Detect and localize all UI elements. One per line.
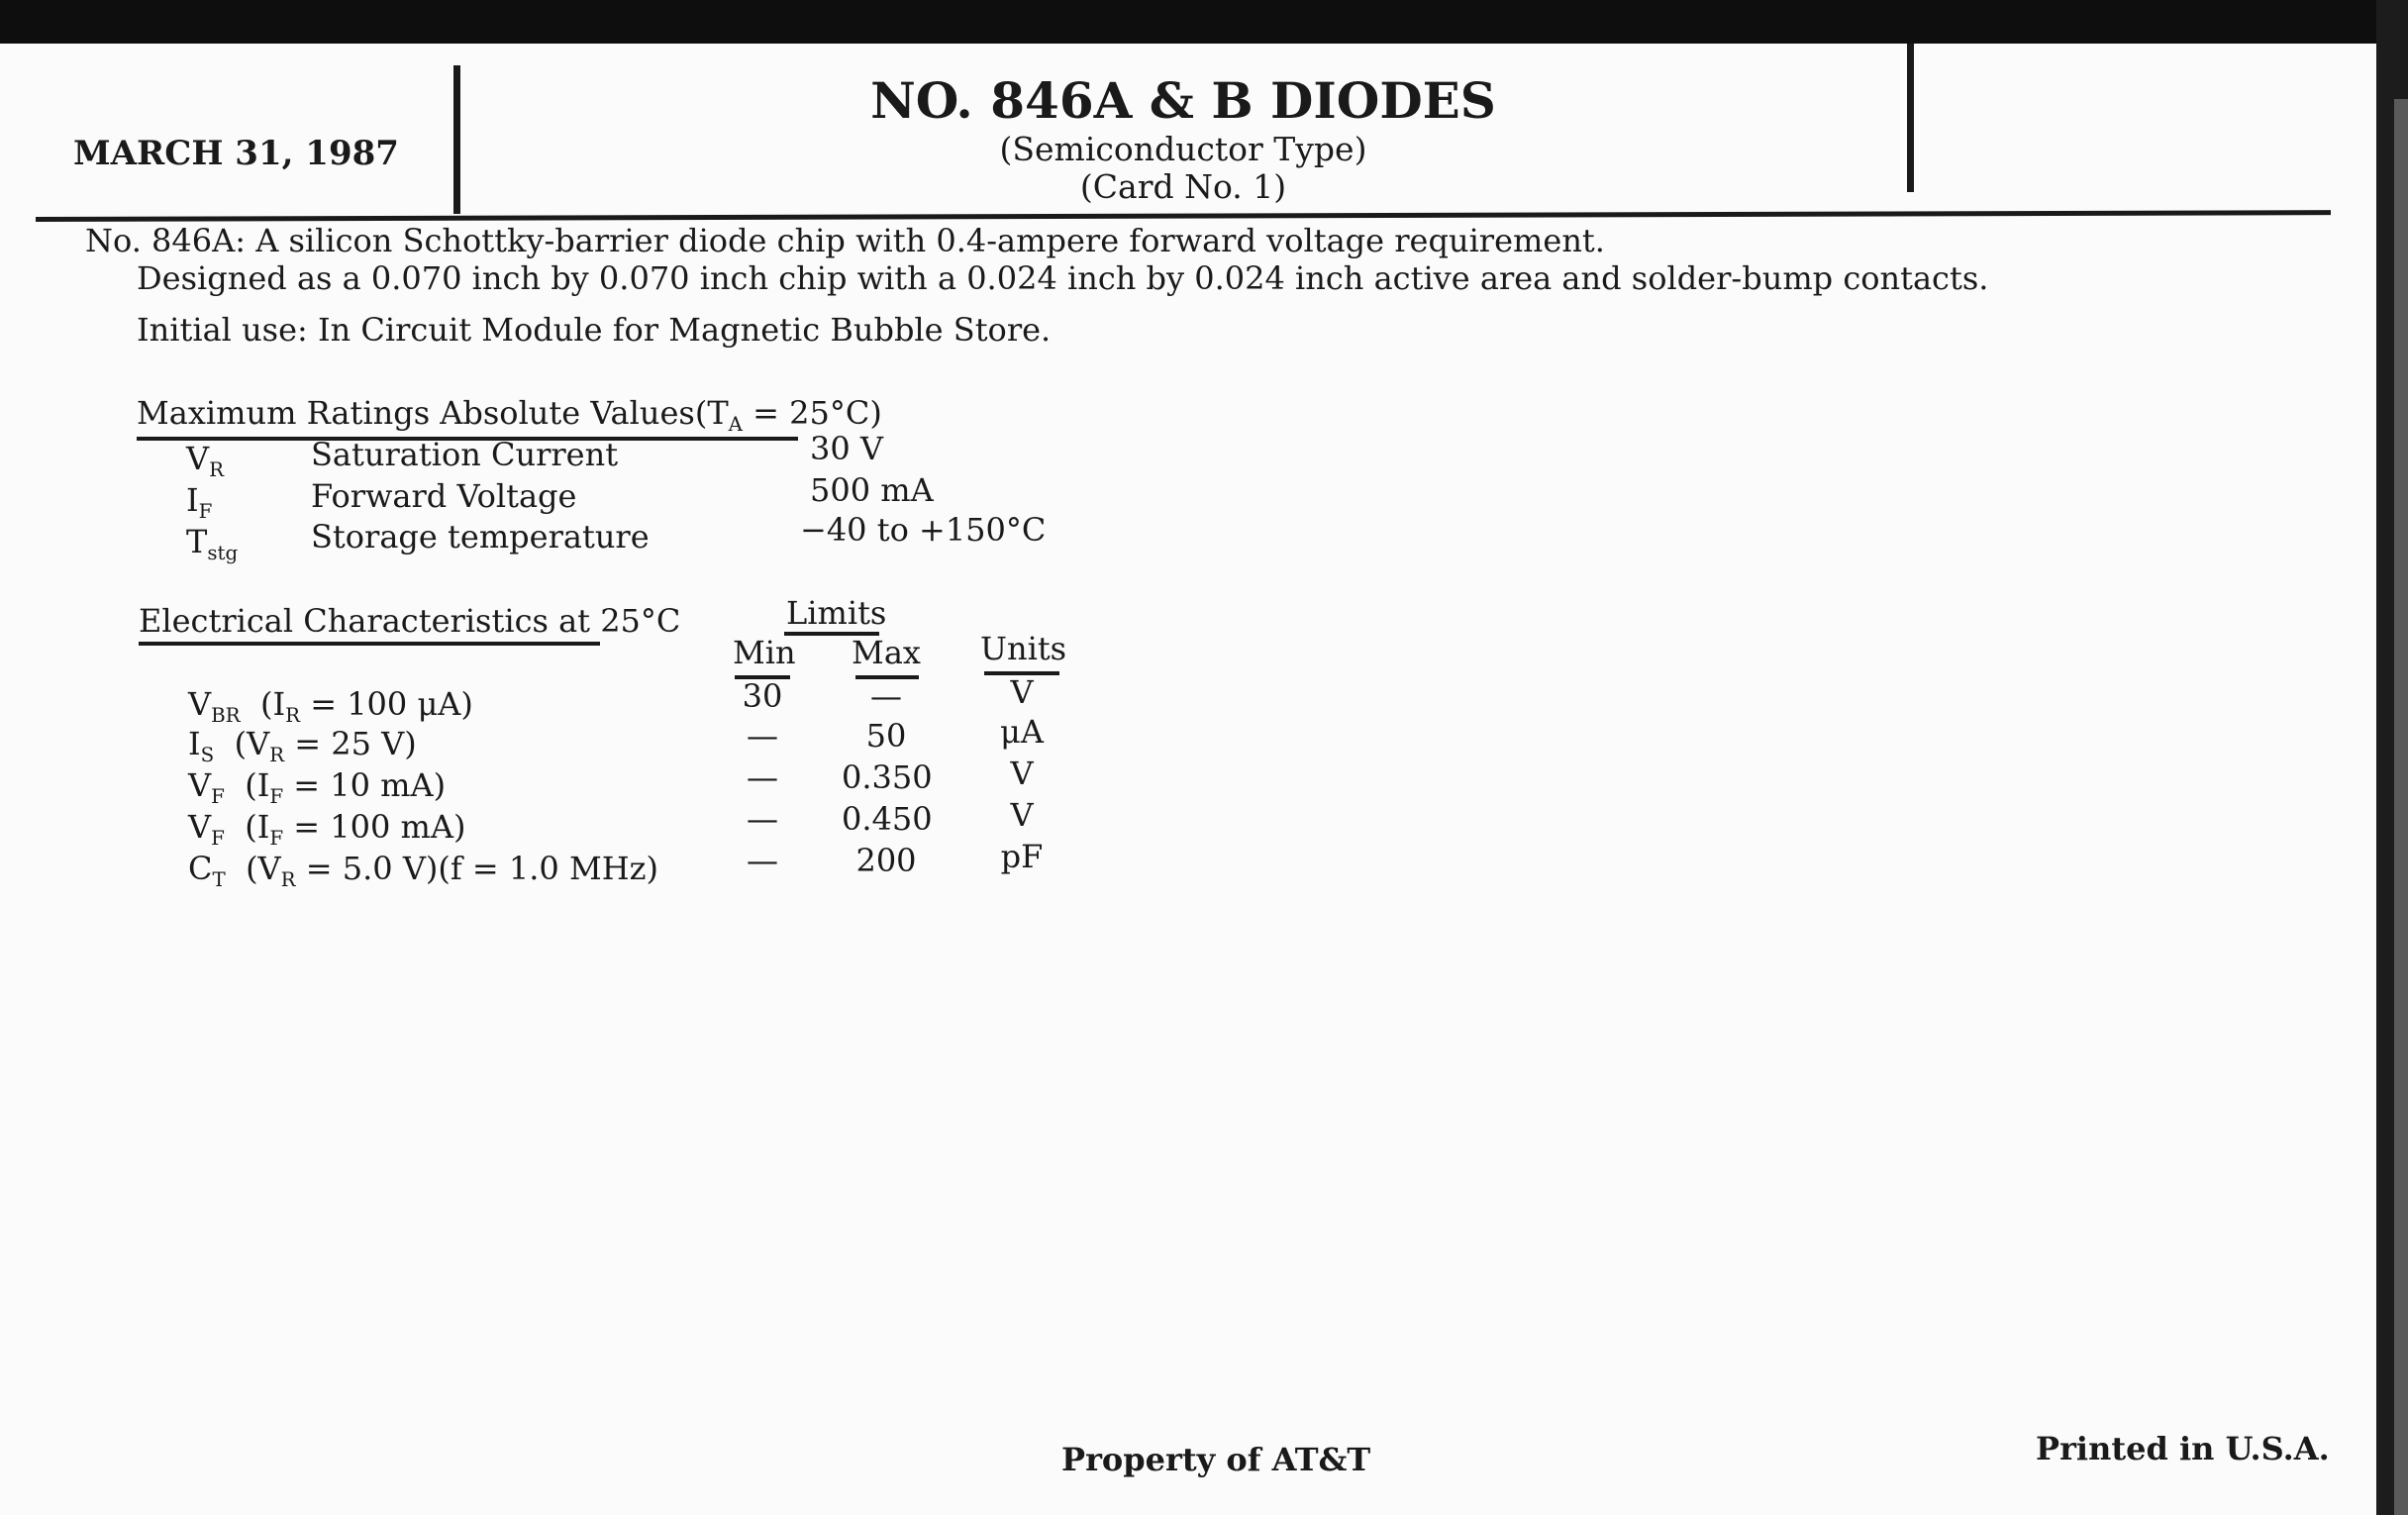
card-date: MARCH 31, 1987 <box>73 134 399 173</box>
desc-line-2: Designed as a 0.070 inch by 0.070 inch chip with a 0.024 inch by 0.024 inch active area and solder-bump contacts. <box>137 259 1989 297</box>
max-ratings-heading: Maximum Ratings Absolute $Values(T_A = 25^\circ C)$ <box>137 394 882 436</box>
card-title: NO. 846A & B DIODES <box>870 71 1496 130</box>
card-number: (Card No. 1) <box>1079 167 1287 206</box>
desc-line-3: Initial use: In Circuit Module for Magnetic Bubble Store. <box>137 311 1052 349</box>
electrical-heading: Electrical Characteristics at 25°C <box>139 602 681 640</box>
header-divider-right <box>1907 44 1914 192</box>
scan-border-inner <box>2394 99 2408 1515</box>
col-header-min: Min <box>733 634 796 671</box>
col-header-max: Max <box>852 634 921 671</box>
footer-property: Property of AT&T <box>1061 1441 1371 1478</box>
footer-printed: Printed in U.S.A. <box>2036 1430 2330 1467</box>
card-subtitle: (Semiconductor Type) <box>999 130 1367 168</box>
header-divider-left <box>453 65 460 214</box>
desc-line-1: No. 846A: A silicon Schottky-barrier diode chip with 0.4-ampere forward voltage requirement. <box>85 222 1605 259</box>
electrical-heading-underline <box>139 642 600 646</box>
limits-label: Limits <box>786 594 887 632</box>
header-title-block <box>594 71 1772 206</box>
col-header-units: Units <box>980 630 1067 667</box>
